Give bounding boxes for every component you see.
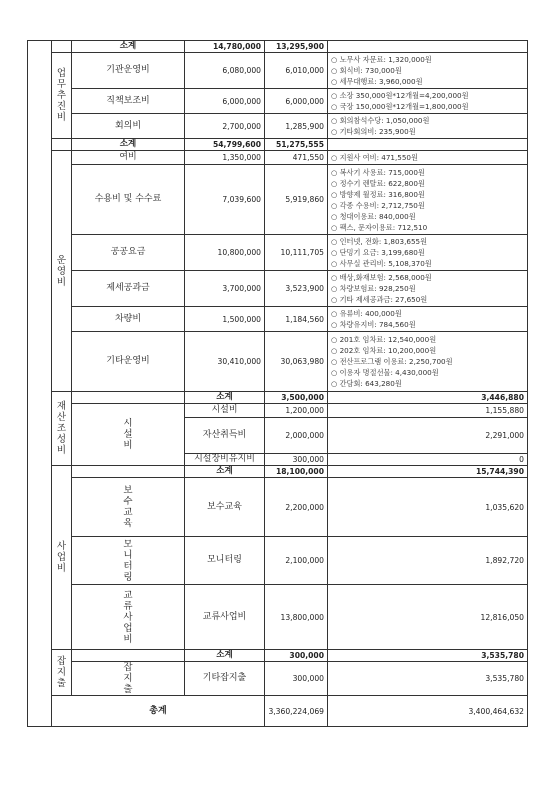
subtotal-label: 소계 bbox=[72, 139, 185, 151]
item-label: 자산취득비 bbox=[185, 418, 265, 454]
subtotal-spacer bbox=[72, 392, 185, 404]
total-label: 총계 bbox=[52, 696, 265, 727]
subtotal-row bbox=[28, 650, 528, 662]
settled-amount: 10,111,705 bbox=[265, 235, 328, 271]
desc-line: ○ 노무사 자문료: 1,320,000원 bbox=[331, 54, 524, 65]
settled-amount: 3,523,900 bbox=[265, 271, 328, 307]
table-row bbox=[28, 404, 528, 418]
expenditure-table bbox=[27, 40, 528, 727]
item-label: 공공요금 bbox=[72, 235, 185, 271]
settled-amount: 6,010,000 bbox=[265, 53, 328, 89]
table-row bbox=[28, 151, 528, 165]
settled-amount: 3,535,780 bbox=[328, 662, 528, 696]
desc-line: ○ 소장 350,000원*12개월=4,200,000원 bbox=[331, 90, 524, 101]
budget-amount: 3,700,000 bbox=[185, 271, 265, 307]
budget-amount: 7,039,600 bbox=[185, 165, 265, 235]
table-row bbox=[28, 662, 528, 696]
settled-amount: 1,285,900 bbox=[265, 114, 328, 139]
group-label: 보 수 교 육 bbox=[72, 478, 185, 537]
budget-amount: 1,200,000 bbox=[265, 404, 328, 418]
group-label: 교 류 사 업 비 bbox=[72, 585, 185, 650]
desc-line: ○ 차량보험료: 928,250원 bbox=[331, 283, 524, 294]
total-settled: 3,400,464,632 bbox=[328, 696, 528, 727]
settled-amount: 1,184,560 bbox=[265, 307, 328, 332]
settled-amount: 0 bbox=[328, 454, 528, 466]
settled-amount: 30,063,980 bbox=[265, 332, 328, 392]
subtotal-label: 소계 bbox=[185, 392, 265, 404]
desc-line: ○ 회의참석수당: 1,050,000원 bbox=[331, 115, 524, 126]
settled-amount: 471,550 bbox=[265, 151, 328, 165]
item-label: 기관운영비 bbox=[72, 53, 185, 89]
budget-amount: 300,000 bbox=[265, 454, 328, 466]
category-label: 사 업 비 bbox=[52, 466, 72, 650]
item-label: 기타잡지출 bbox=[185, 662, 265, 696]
desc-line: ○ 201호 임차료: 12,540,000원 bbox=[331, 334, 524, 345]
desc-line: ○ 기타 제세공과금: 27,650원 bbox=[331, 294, 524, 305]
table-row bbox=[28, 332, 528, 392]
desc-line: ○ 202호 임차료: 10,200,000원 bbox=[331, 345, 524, 356]
settled-amount: 3,535,780 bbox=[328, 650, 528, 662]
budget-amount: 1,350,000 bbox=[185, 151, 265, 165]
settled-amount: 51,275,555 bbox=[265, 139, 328, 151]
total-row bbox=[28, 696, 528, 727]
desc-line: ○ 단밍기 요금: 3,199,680원 bbox=[331, 247, 524, 258]
item-label: 회의비 bbox=[72, 114, 185, 139]
table-row bbox=[28, 235, 528, 271]
settled-amount: 12,816,050 bbox=[328, 585, 528, 650]
subtotal-row bbox=[28, 466, 528, 478]
item-label: 모니터링 bbox=[185, 537, 265, 585]
budget-amount: 54,799,600 bbox=[185, 139, 265, 151]
subtotal-spacer bbox=[52, 41, 72, 53]
desc-line: ○ 유류비: 400,000원 bbox=[331, 308, 524, 319]
desc-line: ○ 회식비: 730,000원 bbox=[331, 65, 524, 76]
item-label: 기타운영비 bbox=[72, 332, 185, 392]
total-budget: 3,360,224,069 bbox=[265, 696, 328, 727]
table-row bbox=[28, 89, 528, 114]
subtotal-label: 소계 bbox=[185, 466, 265, 478]
budget-amount: 300,000 bbox=[265, 662, 328, 696]
table-row bbox=[28, 478, 528, 537]
subtotal-desc bbox=[328, 139, 528, 151]
desc-line: ○ 각종 수용비: 2,712,750원 bbox=[331, 200, 524, 211]
subtotal-spacer bbox=[72, 466, 185, 478]
item-label: 시설장비유지비 bbox=[185, 454, 265, 466]
subtotal-row bbox=[28, 392, 528, 404]
budget-sheet bbox=[27, 40, 527, 727]
table-row bbox=[28, 114, 528, 139]
budget-amount: 300,000 bbox=[265, 650, 328, 662]
budget-amount: 2,700,000 bbox=[185, 114, 265, 139]
budget-amount: 14,780,000 bbox=[185, 41, 265, 53]
budget-amount: 18,100,000 bbox=[265, 466, 328, 478]
desc-line: ○ 전산프로그램 이용료: 2,250,700원 bbox=[331, 356, 524, 367]
item-label: 직책보조비 bbox=[72, 89, 185, 114]
item-label: 보수교육 bbox=[185, 478, 265, 537]
budget-amount: 3,500,000 bbox=[265, 392, 328, 404]
category-label: 재 산 조 성 비 bbox=[52, 392, 72, 466]
budget-amount: 10,800,000 bbox=[185, 235, 265, 271]
settled-amount: 15,744,390 bbox=[328, 466, 528, 478]
settled-amount: 1,155,880 bbox=[328, 404, 528, 418]
table-row bbox=[28, 307, 528, 332]
settled-amount: 5,919,860 bbox=[265, 165, 328, 235]
subtotal-desc bbox=[328, 41, 528, 53]
desc-line: ○ 세무대행료: 3,960,000원 bbox=[331, 76, 524, 87]
settled-amount: 3,446,880 bbox=[328, 392, 528, 404]
table-row bbox=[28, 585, 528, 650]
settled-amount: 6,000,000 bbox=[265, 89, 328, 114]
desc-line: ○ 기타회의비: 235,900원 bbox=[331, 126, 524, 137]
subtotal-row bbox=[28, 139, 528, 151]
group-label: 업 무 추 진 비 bbox=[52, 53, 72, 139]
desc-line: ○ 팩스, 문자이용료: 712,510 bbox=[331, 222, 524, 233]
group-label: 잡 지 출 bbox=[72, 662, 185, 696]
desc-line: ○ 배상,화재보험: 2,568,000원 bbox=[331, 272, 524, 283]
subtotal-spacer bbox=[52, 139, 72, 151]
desc-line: ○ 정수기 렌탈료: 622,800원 bbox=[331, 178, 524, 189]
item-desc bbox=[328, 114, 528, 139]
group-label: 모 니 터 링 bbox=[72, 537, 185, 585]
settled-amount: 13,295,900 bbox=[265, 41, 328, 53]
item-desc bbox=[328, 271, 528, 307]
group-label: 운 영 비 bbox=[52, 151, 72, 392]
budget-amount: 13,800,000 bbox=[265, 585, 328, 650]
item-label: 수용비 및 수수료 bbox=[72, 165, 185, 235]
settled-amount: 2,291,000 bbox=[328, 418, 528, 454]
table-row bbox=[28, 271, 528, 307]
table-row bbox=[28, 537, 528, 585]
table-row bbox=[28, 165, 528, 235]
item-desc bbox=[328, 307, 528, 332]
desc-line: ○ 사무실 관리비: 5,108,370원 bbox=[331, 258, 524, 269]
budget-amount: 2,100,000 bbox=[265, 537, 328, 585]
item-label: 교류사업비 bbox=[185, 585, 265, 650]
desc-line: ○ 복사기 사용료: 715,000원 bbox=[331, 167, 524, 178]
desc-line: ○ 이용자 명절선물: 4,430,000원 bbox=[331, 367, 524, 378]
subtotal-label: 소계 bbox=[72, 41, 185, 53]
item-desc bbox=[328, 89, 528, 114]
item-label: 제세공과금 bbox=[72, 271, 185, 307]
budget-amount: 2,000,000 bbox=[265, 418, 328, 454]
desc-line: ○ 간담회: 643,280원 bbox=[331, 378, 524, 389]
desc-line: ○ 방향제 월정료: 316,800원 bbox=[331, 189, 524, 200]
item-desc bbox=[328, 151, 528, 165]
desc-line: ○ 지원사 여비: 471,550원 bbox=[331, 152, 524, 163]
desc-line: ○ 인터넷, 전화: 1,803,655원 bbox=[331, 236, 524, 247]
subtotal-row bbox=[28, 41, 528, 53]
budget-amount: 30,410,000 bbox=[185, 332, 265, 392]
budget-amount: 1,500,000 bbox=[185, 307, 265, 332]
category-label: 잡 지 출 bbox=[52, 650, 72, 696]
item-desc bbox=[328, 53, 528, 89]
item-label: 시설비 bbox=[185, 404, 265, 418]
subtotal-label: 소계 bbox=[185, 650, 265, 662]
group-label: 시 설 비 bbox=[72, 404, 185, 466]
settled-amount: 1,035,620 bbox=[328, 478, 528, 537]
item-desc bbox=[328, 165, 528, 235]
subtotal-spacer bbox=[72, 650, 185, 662]
budget-amount: 2,200,000 bbox=[265, 478, 328, 537]
budget-amount: 6,000,000 bbox=[185, 89, 265, 114]
desc-line: ○ 청대이용료: 840,000원 bbox=[331, 211, 524, 222]
cat-top-empty bbox=[28, 41, 52, 727]
item-desc bbox=[328, 235, 528, 271]
budget-amount: 6,080,000 bbox=[185, 53, 265, 89]
settled-amount: 1,892,720 bbox=[328, 537, 528, 585]
item-label: 여비 bbox=[72, 151, 185, 165]
table-row bbox=[28, 53, 528, 89]
desc-line: ○ 국장 150,000원*12개월=1,800,000원 bbox=[331, 101, 524, 112]
item-desc bbox=[328, 332, 528, 392]
item-label: 차량비 bbox=[72, 307, 185, 332]
desc-line: ○ 차량유지비: 784,560원 bbox=[331, 319, 524, 330]
